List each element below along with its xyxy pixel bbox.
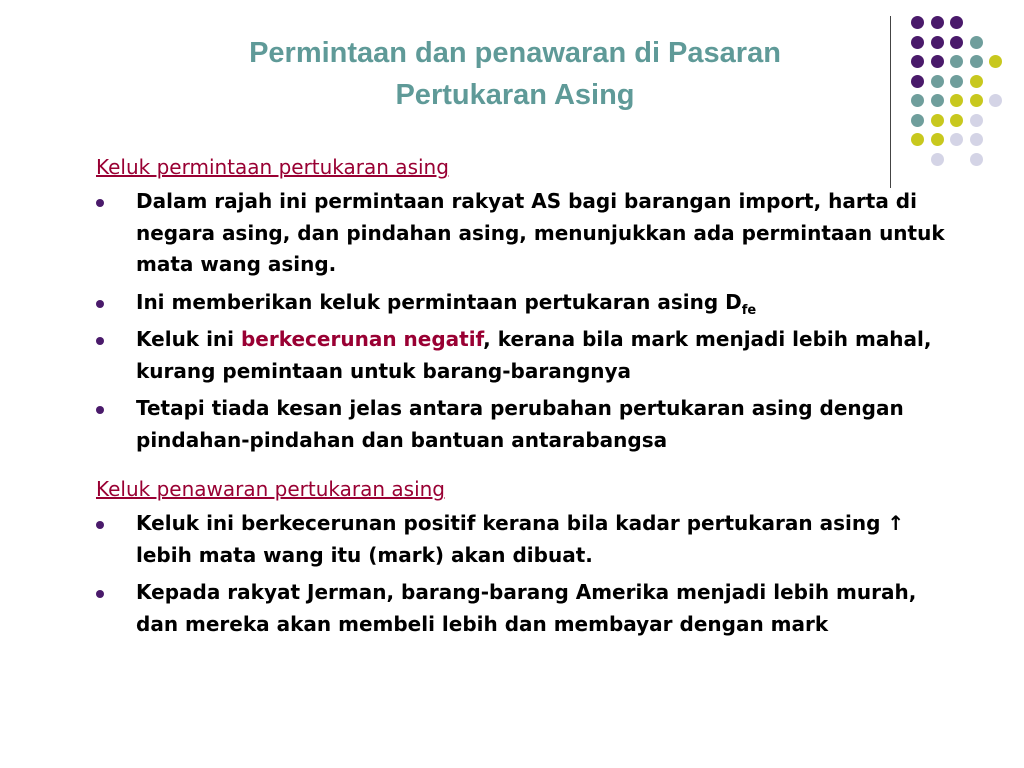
decorative-dot bbox=[931, 55, 944, 68]
decorative-dot bbox=[970, 75, 983, 88]
list-item bbox=[96, 508, 956, 571]
decorative-dot bbox=[931, 133, 944, 146]
bullet-text-pre: Keluk ini berkecerunan positif kerana bila kadar pertukaran asing bbox=[136, 511, 888, 535]
bullet-icon bbox=[96, 590, 104, 598]
decorative-dot bbox=[931, 16, 944, 29]
decorative-dot bbox=[911, 94, 924, 107]
decorative-dot bbox=[911, 55, 924, 68]
section-heading-supply: Keluk penawaran pertukaran asing bbox=[96, 477, 445, 501]
decorative-dot bbox=[970, 114, 983, 127]
bullet-text-post: lebih mata wang itu (mark) akan dibuat. bbox=[136, 542, 593, 567]
highlight-negative-slope: berkecerunan negatif bbox=[240, 327, 484, 351]
decorative-dot bbox=[931, 114, 944, 127]
slide-body bbox=[96, 152, 956, 646]
decorative-dot bbox=[931, 94, 944, 107]
list-item bbox=[96, 186, 956, 281]
slide-title-line-1: Permintaan dan penawaran di Pasaran bbox=[249, 37, 781, 69]
list-item bbox=[96, 577, 956, 640]
decorative-dot bbox=[970, 153, 983, 166]
decorative-dot bbox=[950, 114, 963, 127]
decorative-dot bbox=[950, 75, 963, 88]
decorative-dot bbox=[931, 36, 944, 49]
decorative-dot bbox=[970, 133, 983, 146]
decorative-dot bbox=[970, 55, 983, 68]
bullet-text: Ini memberikan keluk permintaan pertukaran asing D bbox=[136, 289, 742, 314]
section-heading-demand: Keluk permintaan pertukaran asing bbox=[96, 155, 449, 179]
decorative-dot bbox=[970, 36, 983, 49]
decorative-dot bbox=[911, 133, 924, 146]
decorative-dot bbox=[950, 133, 963, 146]
decorative-dot bbox=[970, 94, 983, 107]
decorative-dot bbox=[989, 94, 1002, 107]
decorative-dot bbox=[911, 16, 924, 29]
decorative-dot bbox=[989, 55, 1002, 68]
list-item bbox=[96, 393, 956, 456]
bullet-text-pre: Keluk ini bbox=[136, 327, 241, 351]
decorative-dot bbox=[950, 16, 963, 29]
decorative-dot bbox=[950, 55, 963, 68]
bullet-text-post: , kerana bila mark menjadi lebih mahal, kurang pemintaan untuk barang-barangnya bbox=[136, 327, 932, 383]
demand-bullet-list bbox=[96, 186, 956, 456]
bullet-icon bbox=[96, 300, 104, 308]
decorative-dot bbox=[950, 94, 963, 107]
subscript-fe: fe bbox=[741, 302, 757, 318]
decorative-dot bbox=[931, 75, 944, 88]
bullet-text: Tetapi tiada kesan jelas antara perubahan pertukaran asing dengan pindahan-pindahan dan bantuan antarabangsa bbox=[136, 396, 904, 452]
decorative-dot bbox=[911, 114, 924, 127]
bullet-text: Kepada rakyat Jerman, barang-barang Amerika menjadi lebih murah, dan mereka akan membeli lebih dan membayar dengan mark bbox=[136, 580, 917, 636]
bullet-text: Dalam rajah ini permintaan rakyat AS bagi barangan import, harta di negara asing, dan pindahan asing, menunjukkan ada permintaan untuk mata wang asing. bbox=[136, 189, 945, 276]
list-item bbox=[96, 287, 956, 319]
bullet-icon bbox=[96, 521, 104, 529]
supply-bullet-list bbox=[96, 508, 956, 640]
slide-title-line-2: Pertukaran Asing bbox=[395, 79, 635, 111]
bullet-icon bbox=[96, 199, 104, 207]
bullet-icon bbox=[96, 406, 104, 414]
up-arrow-icon: ↑ bbox=[887, 511, 905, 535]
bullet-icon bbox=[96, 337, 104, 345]
list-item bbox=[96, 324, 956, 387]
slide-title bbox=[170, 32, 860, 116]
decorative-dot bbox=[911, 36, 924, 49]
decorative-dot bbox=[911, 75, 924, 88]
decorative-dot bbox=[950, 36, 963, 49]
